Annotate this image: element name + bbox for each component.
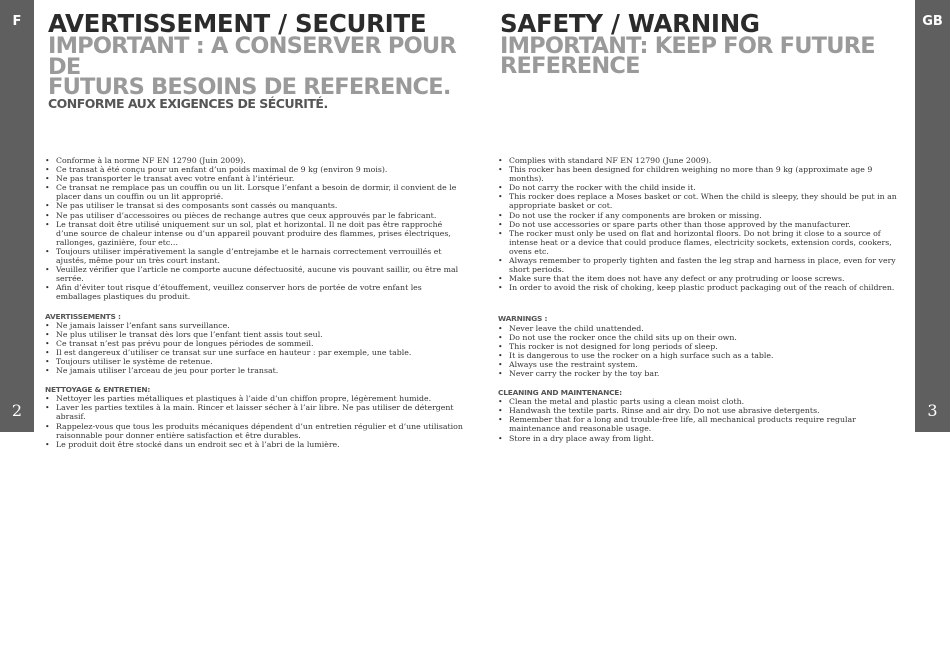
gb-warnings-list bbox=[498, 324, 908, 379]
list-item: • Laver les parties textiles à la main. Rincer et laisser sécher à l’air libre. Ne pas utiliser de détergent abrasif. bbox=[45, 403, 465, 421]
list-item: • Conforme à la norme NF EN 12790 (Juin 2009). bbox=[45, 156, 465, 165]
list-item: • This rocker is not designed for long periods of sleep. bbox=[498, 342, 908, 351]
list-item: • Ne jamais laisser l’enfant sans surveillance. bbox=[45, 321, 465, 330]
fr-heading-block bbox=[48, 10, 468, 98]
list-item: • Veuillez vérifier que l’article ne comporte aucune défectuosité, aucune vis pouvant saillir, ou être mal serrée. bbox=[45, 265, 465, 283]
fr-conformity-heading: CONFORME AUX EXIGENCES DE SÉCURITÉ. bbox=[48, 96, 328, 111]
fr-subtitle-line1: IMPORTANT : A CONSERVER POUR DE bbox=[48, 33, 456, 80]
gb-safety-list bbox=[498, 156, 908, 292]
list-item: • Ce transat ne remplace pas un couffin ou un lit. Lorsque l’enfant a besoin de dormir, il convient de le placer dans un couffin ou un lit approprié. bbox=[45, 183, 465, 201]
list-item: • Toujours utiliser impérativement la sangle d’entrejambe et le harnais correctement verrouillés et ajustés, même pour un très court instant. bbox=[45, 247, 465, 265]
fr-subtitle-line2: FUTURS BESOINS DE REFERENCE. bbox=[48, 74, 451, 100]
list-item: • Never carry the rocker by the toy bar. bbox=[498, 369, 908, 378]
fr-safety-list bbox=[45, 156, 465, 302]
list-item: • Ce transat à été conçu pour un enfant d’un poids maximal de 9 kg (environ 9 mois). bbox=[45, 165, 465, 174]
list-item: • The rocker must only be used on flat and horizontal floors. Do not bring it close to a source of intense heat or a device that could produce flames, electricity sockets, extension cords, cookers, ovens etc. bbox=[498, 229, 908, 256]
gb-heading-block bbox=[500, 10, 905, 77]
list-item: • Ne pas utiliser d’accessoires ou pièces de rechange autres que ceux approuvés par le fabricant. bbox=[45, 211, 465, 220]
gb-subtitle-line1: IMPORTANT: KEEP FOR FUTURE bbox=[500, 33, 875, 59]
list-item: • Nettoyer les parties métalliques et plastiques à l’aide d’un chiffon propre, légèrement humide. bbox=[45, 394, 465, 403]
list-item: • Ne jamais utiliser l’arceau de jeu pour porter le transat. bbox=[45, 366, 465, 375]
list-item: • Remember that for a long and trouble-free life, all mechanical products require regular maintenance and reasonable usage. bbox=[498, 415, 908, 433]
list-item: • Le transat doit être utilisé uniquement sur un sol, plat et horizontal. Il ne doit pas être rapproché d’une source de chaleur intense ou d’un appareil pouvant produire des flammes, prises électriques, rallonges, gazinière, four etc… bbox=[45, 220, 465, 247]
fr-warnings-title: AVERTISSEMENTS : bbox=[45, 311, 121, 321]
list-item: • Never leave the child unattended. bbox=[498, 324, 908, 333]
language-tab-fr bbox=[0, 0, 34, 432]
fr-cleaning-list bbox=[45, 394, 465, 449]
list-item: • In order to avoid the risk of choking, keep plastic product packaging out of the reach of children. bbox=[498, 283, 908, 292]
fr-cleaning-title: NETTOYAGE & ENTRETIEN: bbox=[45, 385, 151, 395]
list-item: • This rocker does replace a Moses basket or cot. When the child is sleepy, they should be put in an appropriate basket or cot. bbox=[498, 192, 908, 210]
list-item: • Complies with standard NF EN 12790 (June 2009). bbox=[498, 156, 908, 165]
language-label-gb: GB bbox=[922, 14, 943, 29]
gb-cleaning-list bbox=[498, 397, 908, 442]
list-item: • Store in a dry place away from light. bbox=[498, 434, 908, 443]
gb-cleaning-title: CLEANING AND MAINTENANCE: bbox=[498, 388, 622, 398]
list-item: • Le produit doit être stocké dans un endroit sec et à l’abri de la lumière. bbox=[45, 440, 465, 449]
fr-body bbox=[45, 156, 465, 449]
list-item: • Always remember to properly tighten and fasten the leg strap and harness in place, even for very short periods. bbox=[498, 256, 908, 274]
page-number-left: 2 bbox=[11, 401, 23, 420]
list-item: • It is dangerous to use the rocker on a high surface such as a table. bbox=[498, 351, 908, 360]
list-item: • Afin d’éviter tout risque d’étouffement, veuillez conserver hors de portée de votre enfant les emballages plastiques du produit. bbox=[45, 283, 465, 301]
list-item: • Do not carry the rocker with the child inside it. bbox=[498, 183, 908, 192]
list-item: • Toujours utiliser le système de retenue. bbox=[45, 357, 465, 366]
fr-warnings-list bbox=[45, 321, 465, 376]
gb-warnings-title: WARNINGS : bbox=[498, 314, 548, 324]
list-item: • Ce transat n’est pas prévu pour de longues périodes de sommeil. bbox=[45, 339, 465, 348]
list-item: • Do not use the rocker if any components are broken or missing. bbox=[498, 211, 908, 220]
list-item: • Always use the restraint system. bbox=[498, 360, 908, 369]
page-number-right: 3 bbox=[927, 401, 938, 420]
list-item: • Do not use accessories or spare parts other than those approved by the manufacturer. bbox=[498, 220, 908, 229]
list-item: • Ne pas transporter le transat avec votre enfant à l’intérieur. bbox=[45, 174, 465, 183]
fr-title: AVERTISSEMENT / SECURITE bbox=[48, 9, 427, 38]
gb-title: SAFETY / WARNING bbox=[500, 9, 760, 38]
list-item: • Ne plus utiliser le transat dès lors que l’enfant tient assis tout seul. bbox=[45, 330, 465, 339]
gb-body bbox=[498, 156, 908, 443]
list-item: • Il est dangereux d’utiliser ce transat sur une surface en hauteur : par exemple, une table. bbox=[45, 348, 465, 357]
language-tab-gb bbox=[915, 0, 950, 432]
list-item: • Make sure that the item does not have any defect or any protruding or loose screws. bbox=[498, 274, 908, 283]
list-item: • This rocker has been designed for children weighing no more than 9 kg (approximate age 9 months). bbox=[498, 165, 908, 183]
list-item: • Do not use the rocker once the child sits up on their own. bbox=[498, 333, 908, 342]
list-item: • Rappelez-vous que tous les produits mécaniques dépendent d’un entretien régulier et d’une utilisation raisonnable pour donner entière satisfaction et être durables. bbox=[45, 422, 465, 440]
language-label-fr: F bbox=[12, 14, 22, 29]
gb-subtitle-line2: REFERENCE bbox=[500, 53, 640, 79]
list-item: • Clean the metal and plastic parts using a clean moist cloth. bbox=[498, 397, 908, 406]
list-item: • Ne pas utiliser le transat si des composants sont cassés ou manquants. bbox=[45, 201, 465, 210]
list-item: • Handwash the textile parts. Rinse and air dry. Do not use abrasive detergents. bbox=[498, 406, 908, 415]
